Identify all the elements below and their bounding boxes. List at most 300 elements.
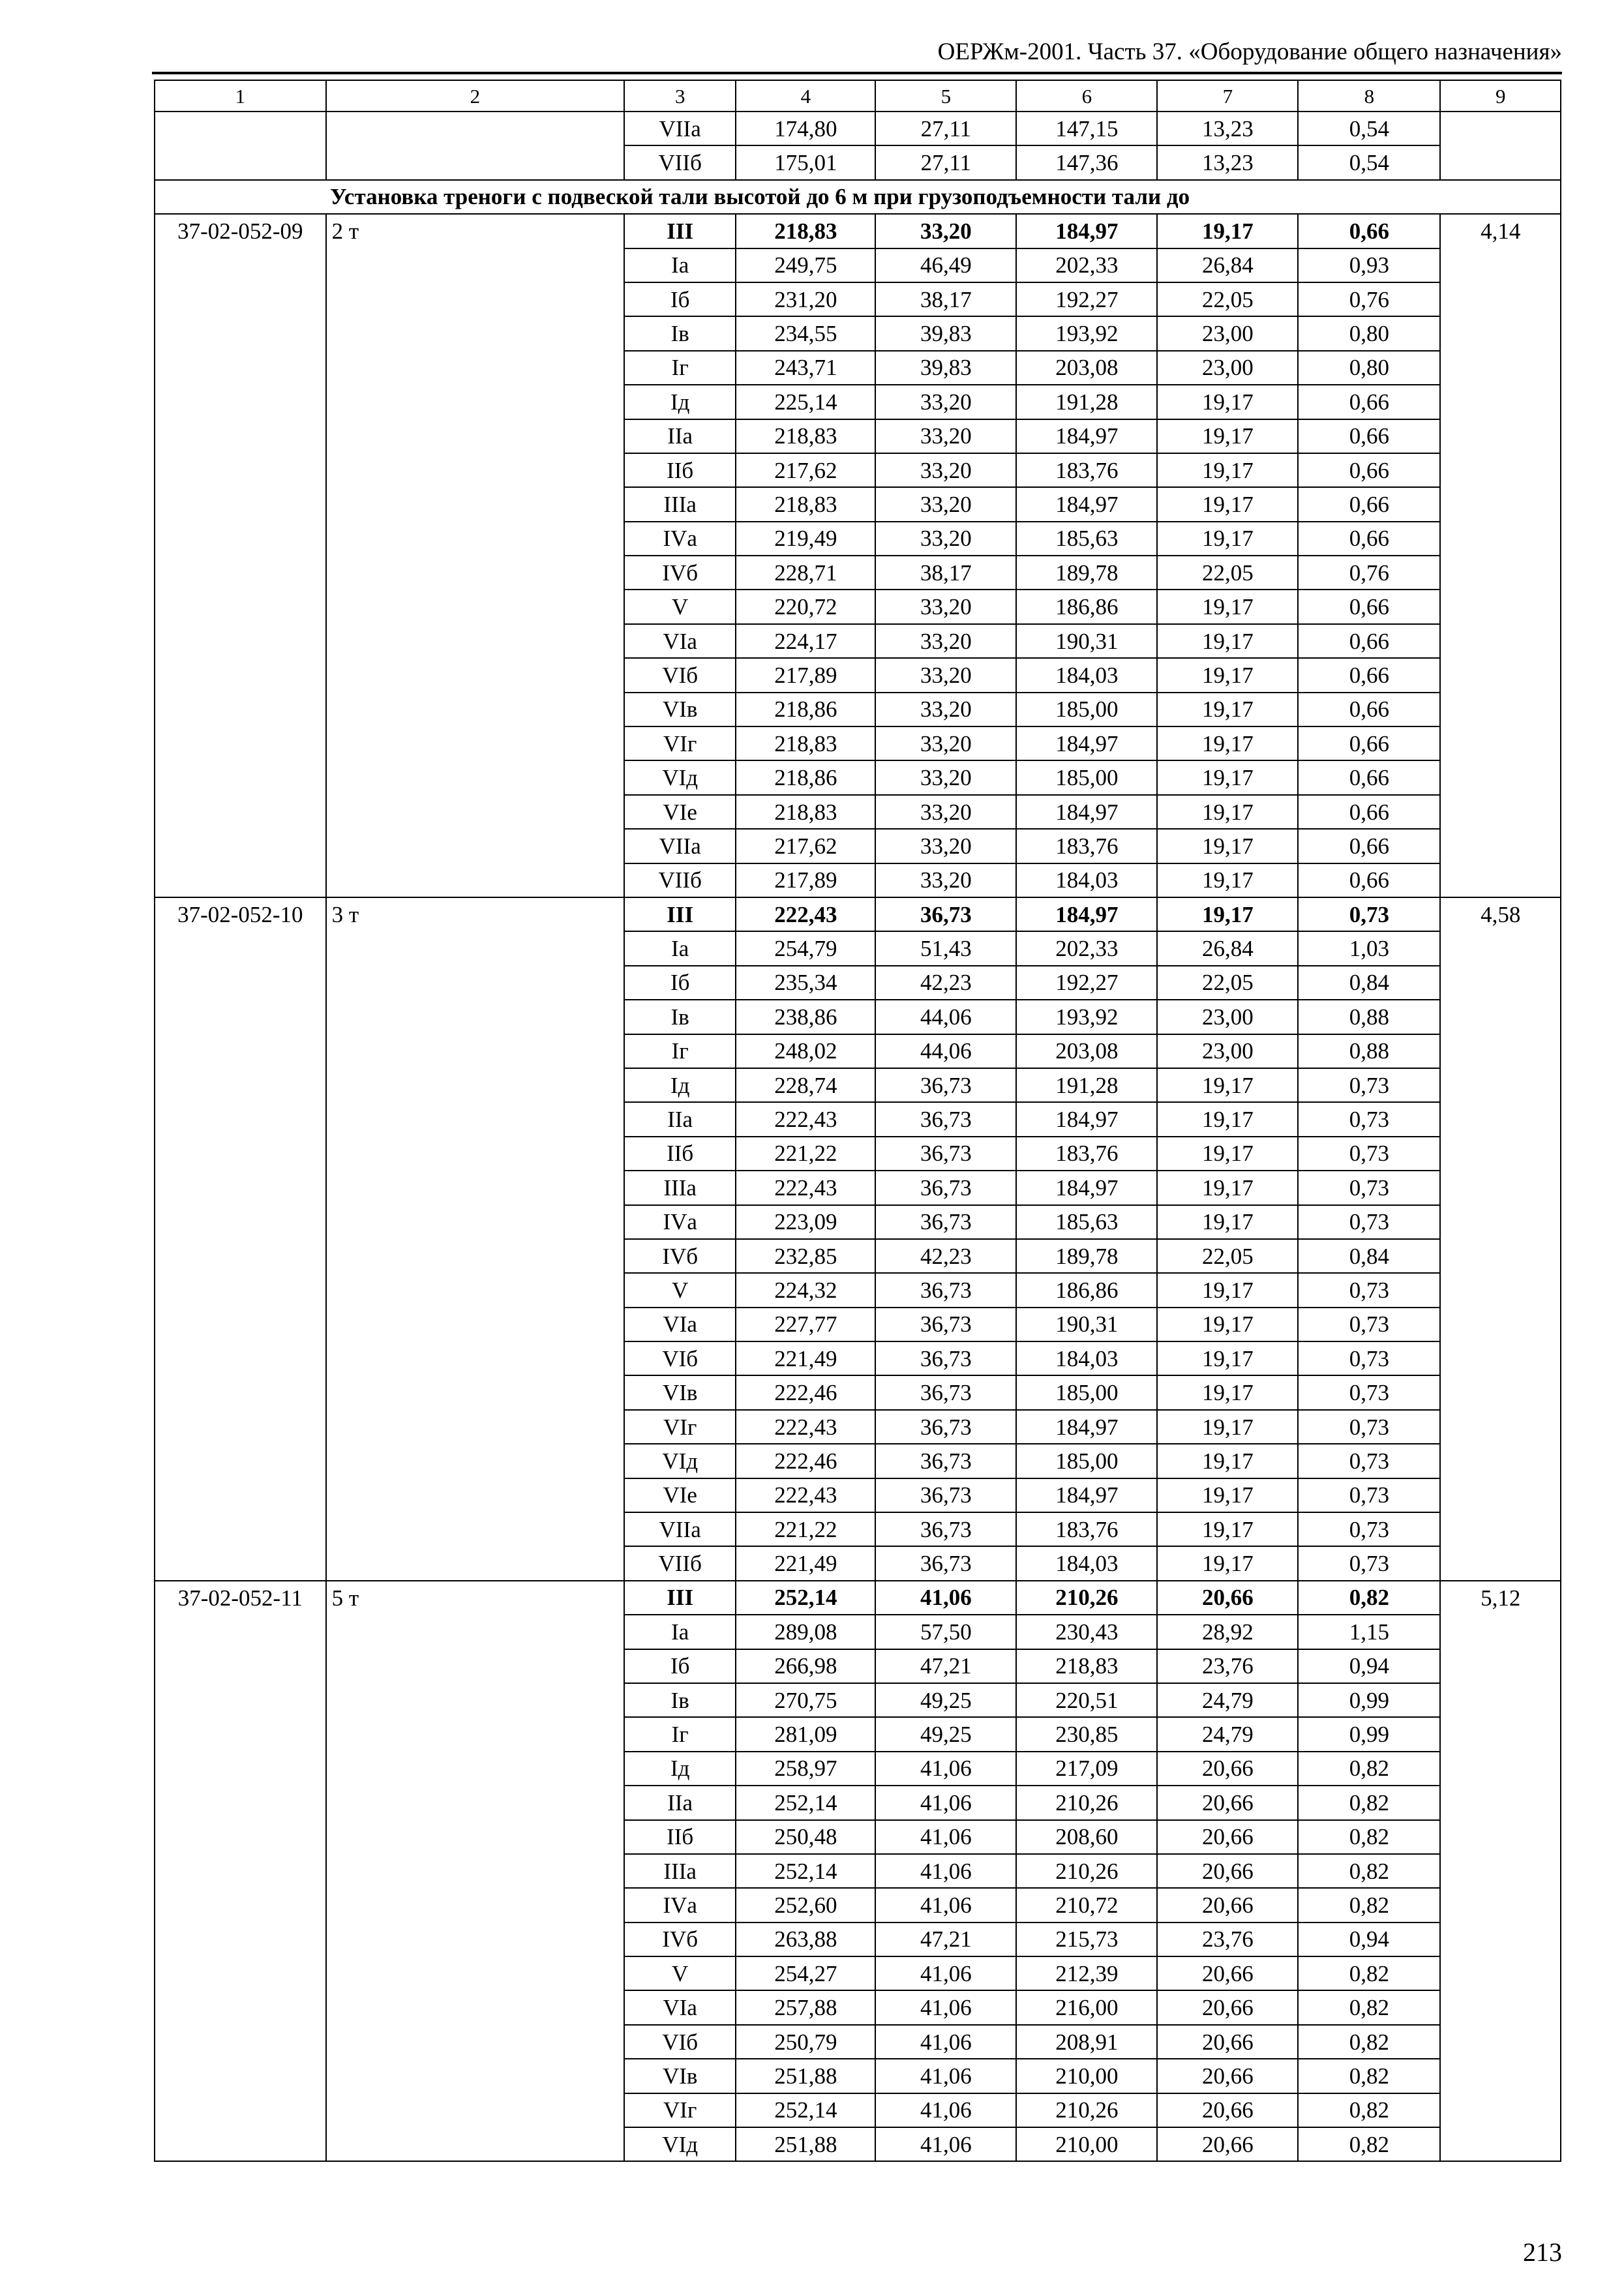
value-cell: 192,27 [1016,282,1157,316]
value-cell: 218,83 [736,795,875,829]
value-cell: 0,73 [1298,1068,1440,1102]
zone-cell: Iб [624,1649,736,1683]
value-cell: 0,82 [1298,2059,1440,2093]
value-cell: 39,83 [875,351,1016,385]
value-cell: 221,22 [736,1512,875,1546]
value-cell: 19,17 [1157,522,1298,556]
price-table [154,80,1561,2162]
value-cell: 20,66 [1157,1990,1298,2024]
column-number-cell: 1 [155,80,326,112]
value-cell: 22,05 [1157,1239,1298,1273]
value-cell: 185,63 [1016,522,1157,556]
value-cell: 210,26 [1016,2093,1157,2127]
zone-cell: IIа [624,1786,736,1819]
value-cell: 184,03 [1016,863,1157,897]
value-cell: 33,20 [875,590,1016,623]
zone-cell: IIа [624,419,736,453]
value-cell: 230,85 [1016,1717,1157,1751]
zone-cell: IVб [624,1922,736,1956]
value-cell: 33,20 [875,385,1016,419]
zone-cell: Iг [624,351,736,385]
value-cell: 252,14 [736,2093,875,2127]
value-cell: 26,84 [1157,248,1298,282]
value-cell: 183,76 [1016,453,1157,487]
value-cell: 0,82 [1298,1752,1440,1786]
code-cell: 37-02-052-11 [155,1581,326,2162]
value-cell: 19,17 [1157,1068,1298,1102]
value-cell: 202,33 [1016,248,1157,282]
zone-cell: Iб [624,966,736,1000]
value-cell: 41,06 [875,1888,1016,1922]
column-number-cell: 4 [736,80,875,112]
value-cell: 184,03 [1016,658,1157,692]
value-cell: 39,83 [875,316,1016,350]
zone-cell: VIе [624,1478,736,1512]
zone-cell: Iа [624,248,736,282]
value-cell: 0,94 [1298,1922,1440,1956]
value-cell: 24,79 [1157,1717,1298,1751]
duration-cell: 5,12 [1440,1581,1561,2162]
value-cell: 223,09 [736,1205,875,1239]
column-number-cell: 3 [624,80,736,112]
value-cell: 0,66 [1298,760,1440,794]
zone-cell: IIIа [624,1171,736,1204]
value-cell: 191,28 [1016,1068,1157,1102]
value-cell: 147,15 [1016,112,1157,145]
value-cell: 19,17 [1157,795,1298,829]
value-cell: 0,66 [1298,829,1440,863]
value-cell: 252,60 [736,1888,875,1922]
value-cell: 215,73 [1016,1922,1157,1956]
value-cell: 41,06 [875,2093,1016,2127]
value-cell: 20,66 [1157,1581,1298,1615]
value-cell: 0,82 [1298,1786,1440,1819]
value-cell: 252,14 [736,1786,875,1819]
value-cell: 19,17 [1157,897,1298,931]
value-cell: 13,23 [1157,112,1298,145]
value-cell: 24,79 [1157,1683,1298,1717]
value-cell: 41,06 [875,1820,1016,1854]
value-cell: 19,17 [1157,385,1298,419]
column-number-cell: 2 [326,80,624,112]
value-cell: 19,17 [1157,760,1298,794]
value-cell: 19,17 [1157,829,1298,863]
value-cell: 36,73 [875,1273,1016,1307]
value-cell: 222,46 [736,1375,875,1409]
value-cell: 218,86 [736,693,875,726]
value-cell: 208,60 [1016,1820,1157,1854]
value-cell: 203,08 [1016,1034,1157,1068]
zone-cell: IVа [624,522,736,556]
value-cell: 19,17 [1157,1137,1298,1171]
zone-cell: VIг [624,2093,736,2127]
value-cell: 254,27 [736,1956,875,1990]
value-cell: 41,06 [875,1581,1016,1615]
value-cell: 0,73 [1298,1137,1440,1171]
code-cell: 37-02-052-09 [155,214,326,897]
zone-cell: V [624,1956,736,1990]
zone-cell: IVа [624,1205,736,1239]
value-cell: 0,84 [1298,966,1440,1000]
value-cell: 190,31 [1016,1308,1157,1341]
value-cell: 20,66 [1157,1888,1298,1922]
zone-cell: VIд [624,1444,736,1478]
value-cell: 33,20 [875,658,1016,692]
value-cell: 0,82 [1298,1888,1440,1922]
value-cell: 220,51 [1016,1683,1157,1717]
zone-cell: Iд [624,1068,736,1102]
value-cell: 19,17 [1157,419,1298,453]
value-cell: 19,17 [1157,726,1298,760]
zone-cell: III [624,1581,736,1615]
value-cell: 186,86 [1016,1273,1157,1307]
value-cell: 33,20 [875,726,1016,760]
value-cell: 192,27 [1016,966,1157,1000]
zone-cell: VIIб [624,863,736,897]
value-cell: 222,43 [736,897,875,931]
value-cell: 0,66 [1298,522,1440,556]
value-cell: 184,97 [1016,419,1157,453]
zone-cell: IVа [624,1888,736,1922]
value-cell: 0,66 [1298,795,1440,829]
value-cell: 184,97 [1016,726,1157,760]
value-cell: 19,17 [1157,1478,1298,1512]
value-cell: 13,23 [1157,145,1298,179]
value-cell: 20,66 [1157,1820,1298,1854]
resource-cell [326,112,624,180]
value-cell: 20,66 [1157,2127,1298,2161]
zone-cell: VIб [624,2025,736,2059]
zone-cell: Iб [624,282,736,316]
value-cell: 33,20 [875,419,1016,453]
value-cell: 289,08 [736,1615,875,1649]
value-cell: 19,17 [1157,590,1298,623]
value-cell: 0,82 [1298,2127,1440,2161]
value-cell: 0,73 [1298,897,1440,931]
zone-cell: VIIа [624,1512,736,1546]
value-cell: 234,55 [736,316,875,350]
value-cell: 57,50 [875,1615,1016,1649]
value-cell: 33,20 [875,693,1016,726]
value-cell: 184,03 [1016,1546,1157,1580]
value-cell: 248,02 [736,1034,875,1068]
value-cell: 19,17 [1157,487,1298,521]
zone-cell: VIд [624,760,736,794]
value-cell: 243,71 [736,351,875,385]
value-cell: 19,17 [1157,1341,1298,1375]
value-cell: 20,66 [1157,2059,1298,2093]
value-cell: 184,97 [1016,1171,1157,1204]
zone-cell: V [624,1273,736,1307]
zone-cell: IVб [624,556,736,590]
value-cell: 228,74 [736,1068,875,1102]
resource-cell: 5 т [326,1581,624,2162]
value-cell: 23,00 [1157,1000,1298,1034]
value-cell: 0,73 [1298,1205,1440,1239]
value-cell: 36,73 [875,1444,1016,1478]
value-cell: 183,76 [1016,829,1157,863]
value-cell: 49,25 [875,1683,1016,1717]
column-number-cell: 6 [1016,80,1157,112]
value-cell: 36,73 [875,1546,1016,1580]
value-cell: 38,17 [875,282,1016,316]
value-cell: 33,20 [875,760,1016,794]
value-cell: 19,17 [1157,1171,1298,1204]
value-cell: 0,76 [1298,556,1440,590]
value-cell: 183,76 [1016,1137,1157,1171]
zone-cell: Iв [624,1000,736,1034]
value-cell: 225,14 [736,385,875,419]
value-cell: 222,43 [736,1478,875,1512]
value-cell: 193,92 [1016,1000,1157,1034]
value-cell: 19,17 [1157,1546,1298,1580]
zone-cell: III [624,897,736,931]
zone-cell: Iв [624,316,736,350]
value-cell: 23,00 [1157,1034,1298,1068]
section-title-row [155,180,1561,214]
value-cell: 1,15 [1298,1615,1440,1649]
value-cell: 0,73 [1298,1478,1440,1512]
zone-cell: VIе [624,795,736,829]
value-cell: 0,73 [1298,1512,1440,1546]
value-cell: 0,66 [1298,385,1440,419]
value-cell: 19,17 [1157,1444,1298,1478]
value-cell: 20,66 [1157,1956,1298,1990]
zone-cell: VIб [624,658,736,692]
value-cell: 36,73 [875,897,1016,931]
value-cell: 210,00 [1016,2059,1157,2093]
value-cell: 0,66 [1298,624,1440,658]
table-row [155,214,1561,248]
duration-cell: 4,14 [1440,214,1561,897]
code-cell: 37-02-052-10 [155,897,326,1581]
value-cell: 190,31 [1016,624,1157,658]
zone-cell: VIа [624,1308,736,1341]
zone-cell: III [624,214,736,248]
value-cell: 33,20 [875,214,1016,248]
value-cell: 217,62 [736,453,875,487]
value-cell: 33,20 [875,624,1016,658]
value-cell: 193,92 [1016,316,1157,350]
zone-cell: IIIа [624,487,736,521]
value-cell: 0,73 [1298,1444,1440,1478]
value-cell: 224,32 [736,1273,875,1307]
value-cell: 22,05 [1157,556,1298,590]
value-cell: 23,00 [1157,351,1298,385]
value-cell: 217,09 [1016,1752,1157,1786]
value-cell: 217,89 [736,863,875,897]
value-cell: 19,17 [1157,453,1298,487]
value-cell: 217,89 [736,658,875,692]
value-cell: 42,23 [875,1239,1016,1273]
value-cell: 221,49 [736,1546,875,1580]
value-cell: 185,63 [1016,1205,1157,1239]
value-cell: 33,20 [875,829,1016,863]
value-cell: 212,39 [1016,1956,1157,1990]
value-cell: 0,88 [1298,1000,1440,1034]
value-cell: 0,73 [1298,1410,1440,1444]
value-cell: 208,91 [1016,2025,1157,2059]
resource-cell: 2 т [326,214,624,897]
column-number-row [155,80,1561,112]
zone-cell: VIв [624,1375,736,1409]
value-cell: 218,83 [736,214,875,248]
value-cell: 235,34 [736,966,875,1000]
value-cell: 191,28 [1016,385,1157,419]
value-cell: 189,78 [1016,1239,1157,1273]
value-cell: 0,80 [1298,316,1440,350]
value-cell: 0,73 [1298,1375,1440,1409]
value-cell: 0,99 [1298,1717,1440,1751]
value-cell: 20,66 [1157,2093,1298,2127]
value-cell: 19,17 [1157,863,1298,897]
value-cell: 19,17 [1157,658,1298,692]
value-cell: 281,09 [736,1717,875,1751]
value-cell: 0,66 [1298,863,1440,897]
value-cell: 19,17 [1157,624,1298,658]
value-cell: 19,17 [1157,1512,1298,1546]
value-cell: 36,73 [875,1478,1016,1512]
value-cell: 222,43 [736,1171,875,1204]
value-cell: 184,97 [1016,1102,1157,1136]
column-number-cell: 8 [1298,80,1440,112]
value-cell: 0,82 [1298,1581,1440,1615]
value-cell: 36,73 [875,1137,1016,1171]
value-cell: 41,06 [875,1752,1016,1786]
value-cell: 252,14 [736,1581,875,1615]
page-number: 213 [1523,2237,1562,2267]
value-cell: 210,72 [1016,1888,1157,1922]
value-cell: 19,17 [1157,1375,1298,1409]
value-cell: 36,73 [875,1512,1016,1546]
zone-cell: Iа [624,1615,736,1649]
value-cell: 0,80 [1298,351,1440,385]
value-cell: 189,78 [1016,556,1157,590]
value-cell: 19,17 [1157,1205,1298,1239]
value-cell: 22,05 [1157,282,1298,316]
zone-cell: VIа [624,624,736,658]
value-cell: 27,11 [875,112,1016,145]
table-body [155,80,1561,2161]
value-cell: 28,92 [1157,1615,1298,1649]
value-cell: 20,66 [1157,2025,1298,2059]
zone-cell: IIIа [624,1854,736,1888]
value-cell: 44,06 [875,1034,1016,1068]
zone-cell: IVб [624,1239,736,1273]
value-cell: 0,66 [1298,726,1440,760]
value-cell: 0,76 [1298,282,1440,316]
value-cell: 186,86 [1016,590,1157,623]
value-cell: 184,97 [1016,1410,1157,1444]
value-cell: 41,06 [875,1956,1016,1990]
value-cell: 19,17 [1157,693,1298,726]
value-cell: 26,84 [1157,931,1298,965]
value-cell: 33,20 [875,522,1016,556]
value-cell: 0,54 [1298,145,1440,179]
value-cell: 19,17 [1157,1273,1298,1307]
value-cell: 0,73 [1298,1273,1440,1307]
value-cell: 174,80 [736,112,875,145]
value-cell: 227,77 [736,1308,875,1341]
value-cell: 185,00 [1016,693,1157,726]
value-cell: 0,66 [1298,453,1440,487]
value-cell: 41,06 [875,2059,1016,2093]
value-cell: 183,76 [1016,1512,1157,1546]
value-cell: 232,85 [736,1239,875,1273]
value-cell: 19,17 [1157,1102,1298,1136]
value-cell: 36,73 [875,1410,1016,1444]
value-cell: 0,82 [1298,1990,1440,2024]
value-cell: 222,43 [736,1102,875,1136]
zone-cell: V [624,590,736,623]
value-cell: 41,06 [875,1786,1016,1819]
value-cell: 46,49 [875,248,1016,282]
value-cell: 51,43 [875,931,1016,965]
value-cell: 203,08 [1016,351,1157,385]
value-cell: 0,82 [1298,2025,1440,2059]
value-cell: 0,54 [1298,112,1440,145]
value-cell: 0,66 [1298,658,1440,692]
value-cell: 0,66 [1298,419,1440,453]
zone-cell: VIг [624,726,736,760]
value-cell: 238,86 [736,1000,875,1034]
zone-cell: VIIб [624,1546,736,1580]
value-cell: 210,26 [1016,1786,1157,1819]
value-cell: 185,00 [1016,1444,1157,1478]
value-cell: 258,97 [736,1752,875,1786]
zone-cell: Iд [624,385,736,419]
value-cell: 0,93 [1298,248,1440,282]
value-cell: 175,01 [736,145,875,179]
value-cell: 36,73 [875,1308,1016,1341]
value-cell: 0,94 [1298,1649,1440,1683]
value-cell: 1,03 [1298,931,1440,965]
value-cell: 23,00 [1157,316,1298,350]
zone-cell: IIб [624,1820,736,1854]
value-cell: 41,06 [875,2127,1016,2161]
value-cell: 19,17 [1157,1308,1298,1341]
value-cell: 216,00 [1016,1990,1157,2024]
zone-cell: VIв [624,2059,736,2093]
value-cell: 147,36 [1016,145,1157,179]
value-cell: 0,66 [1298,693,1440,726]
table-row [155,112,1561,145]
value-cell: 36,73 [875,1068,1016,1102]
value-cell: 0,73 [1298,1341,1440,1375]
zone-cell: VIб [624,1341,736,1375]
zone-cell: Iг [624,1717,736,1751]
value-cell: 251,88 [736,2059,875,2093]
value-cell: 228,71 [736,556,875,590]
header-rule [152,72,1562,74]
running-header: ОЕРЖм-2001. Часть 37. «Оборудование общего назначения» [937,38,1562,65]
value-cell: 202,33 [1016,931,1157,965]
value-cell: 221,49 [736,1341,875,1375]
value-cell: 47,21 [875,1922,1016,1956]
value-cell: 263,88 [736,1922,875,1956]
value-cell: 184,03 [1016,1341,1157,1375]
value-cell: 27,11 [875,145,1016,179]
value-cell: 0,73 [1298,1546,1440,1580]
zone-cell: VIв [624,693,736,726]
value-cell: 184,97 [1016,897,1157,931]
zone-cell: IIб [624,1137,736,1171]
value-cell: 0,82 [1298,1854,1440,1888]
value-cell: 47,21 [875,1649,1016,1683]
value-cell: 218,83 [1016,1649,1157,1683]
value-cell: 23,76 [1157,1649,1298,1683]
value-cell: 224,17 [736,624,875,658]
